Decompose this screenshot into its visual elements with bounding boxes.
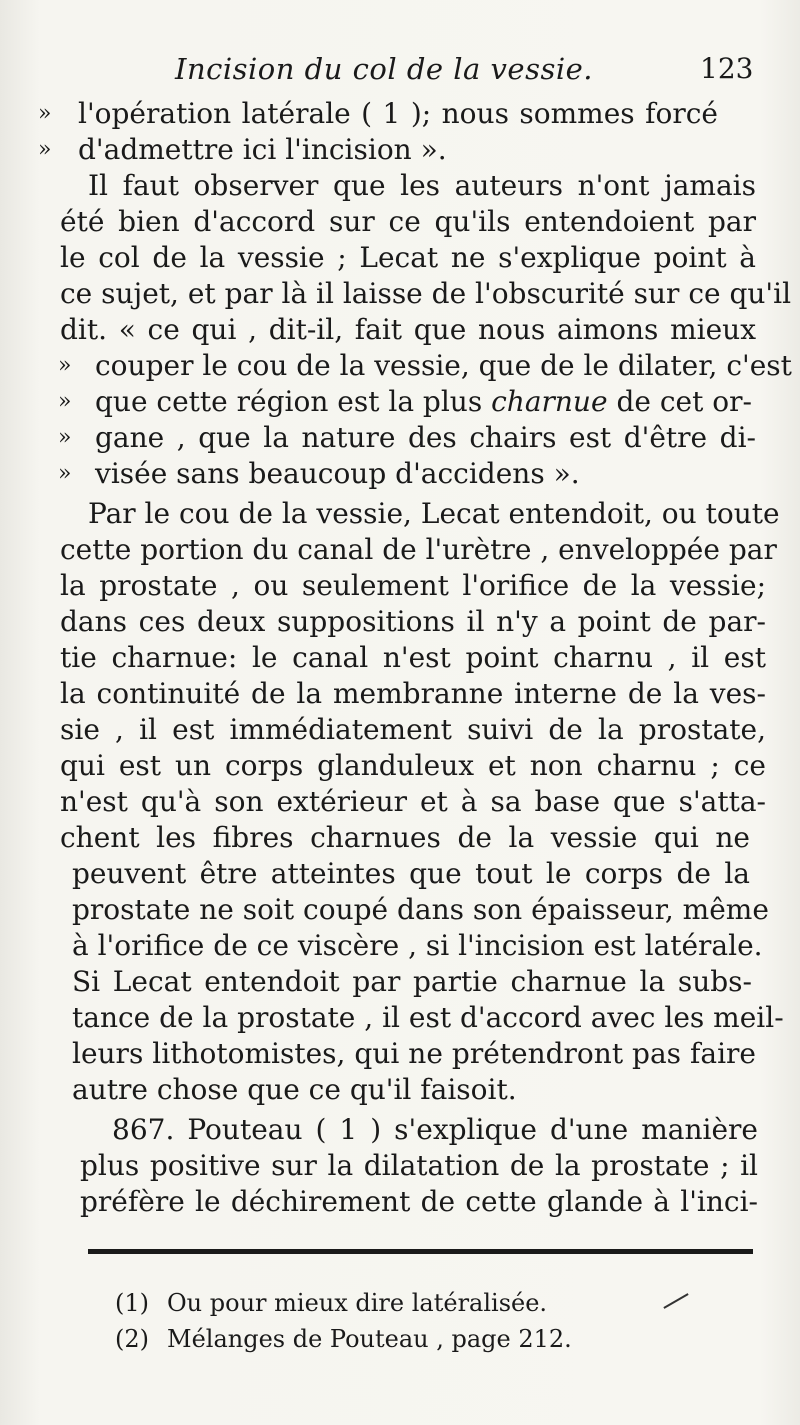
- text-line-italic: [95, 384, 756, 420]
- page-header: [0, 52, 800, 96]
- text-line: leurs lithotomistes, qui ne prétendront pas faire: [72, 1037, 756, 1070]
- text-line: autre chose que ce qu'il faisoit.: [72, 1073, 517, 1106]
- footnotes: [115, 1285, 572, 1357]
- quote-mark: »: [58, 425, 72, 450]
- text-line: à l'orifice de ce viscère , si l'incision est latérale.: [72, 929, 763, 962]
- text-line: la prostate , ou seulement l'orifice de la vessie;: [60, 569, 766, 602]
- text-line: cette portion du canal de l'urètre , enveloppée par: [60, 533, 777, 566]
- text-line: gane , que la nature des chairs est d'être di-: [95, 421, 756, 454]
- quote-mark: »: [58, 389, 72, 414]
- text-line: visée sans beaucoup d'accidens ».: [95, 457, 580, 490]
- quote-mark: »: [38, 101, 52, 126]
- text-line: d'admettre ici l'incision ».: [78, 133, 447, 166]
- page-number: 123: [700, 52, 754, 85]
- text-line: Si Lecat entendoit par partie charnue la subs-: [72, 965, 752, 998]
- text-line: Par le cou de la vessie, Lecat entendoit, ou toute: [88, 497, 780, 530]
- text-line: n'est qu'à son extérieur et à sa base que s'atta-: [60, 785, 766, 818]
- text-segment: de cet or-: [616, 385, 752, 418]
- text-line: couper le cou de la vessie, que de le dilater, c'est: [95, 349, 792, 382]
- footnote: [115, 1285, 572, 1321]
- text-line: été bien d'accord sur ce qu'ils entendoient par: [60, 205, 756, 238]
- footnote-mark: (2): [115, 1325, 149, 1353]
- text-segment: que cette région est la plus: [95, 385, 483, 418]
- text-line: l'opération latérale ( 1 ); nous sommes forcé: [78, 97, 718, 130]
- quote-mark: »: [58, 461, 72, 486]
- quote-mark: »: [38, 137, 52, 162]
- text-line: ce sujet, et par là il laisse de l'obscurité sur ce qu'il: [60, 277, 792, 310]
- italic-word: charnue: [491, 385, 608, 418]
- text-line: dans ces deux suppositions il n'y a point de par-: [60, 605, 766, 638]
- text-line: plus positive sur la dilatation de la prostate ; il: [80, 1149, 758, 1182]
- text-line: préfère le déchirement de cette glande à l'inci-: [80, 1185, 758, 1218]
- stray-pen-mark: [663, 1293, 688, 1309]
- running-title: Incision du col de la vessie.: [175, 52, 594, 86]
- text-line: sie , il est immédiatement suivi de la prostate,: [60, 713, 766, 746]
- text-line: dit. « ce qui , dit-il, fait que nous aimons mieux: [60, 313, 756, 346]
- footnote-mark: (1): [115, 1289, 149, 1317]
- text-line: qui est un corps glanduleux et non charnu ; ce: [60, 749, 766, 782]
- text-line: Il faut observer que les auteurs n'ont jamais: [88, 169, 756, 202]
- text-line: la continuité de la membranne interne de la ves-: [60, 677, 766, 710]
- text-line: prostate ne soit coupé dans son épaisseur, même: [72, 893, 769, 926]
- text-line: peuvent être atteintes que tout le corps de la: [72, 857, 750, 890]
- text-line: 867. Pouteau ( 1 ) s'explique d'une manière: [112, 1113, 758, 1146]
- quote-mark: »: [58, 353, 72, 378]
- footnote-divider: [88, 1249, 753, 1254]
- footnote: [115, 1321, 572, 1357]
- text-line: tance de la prostate , il est d'accord avec les meil-: [72, 1001, 784, 1034]
- text-line: le col de la vessie ; Lecat ne s'explique point à: [60, 241, 756, 274]
- footnote-text: Mélanges de Pouteau , page 212.: [167, 1325, 572, 1353]
- footnote-text: Ou pour mieux dire latéralisée.: [167, 1289, 548, 1317]
- text-line: chent les fibres charnues de la vessie qui ne: [60, 821, 750, 854]
- text-line: tie charnue: le canal n'est point charnu , il est: [60, 641, 766, 674]
